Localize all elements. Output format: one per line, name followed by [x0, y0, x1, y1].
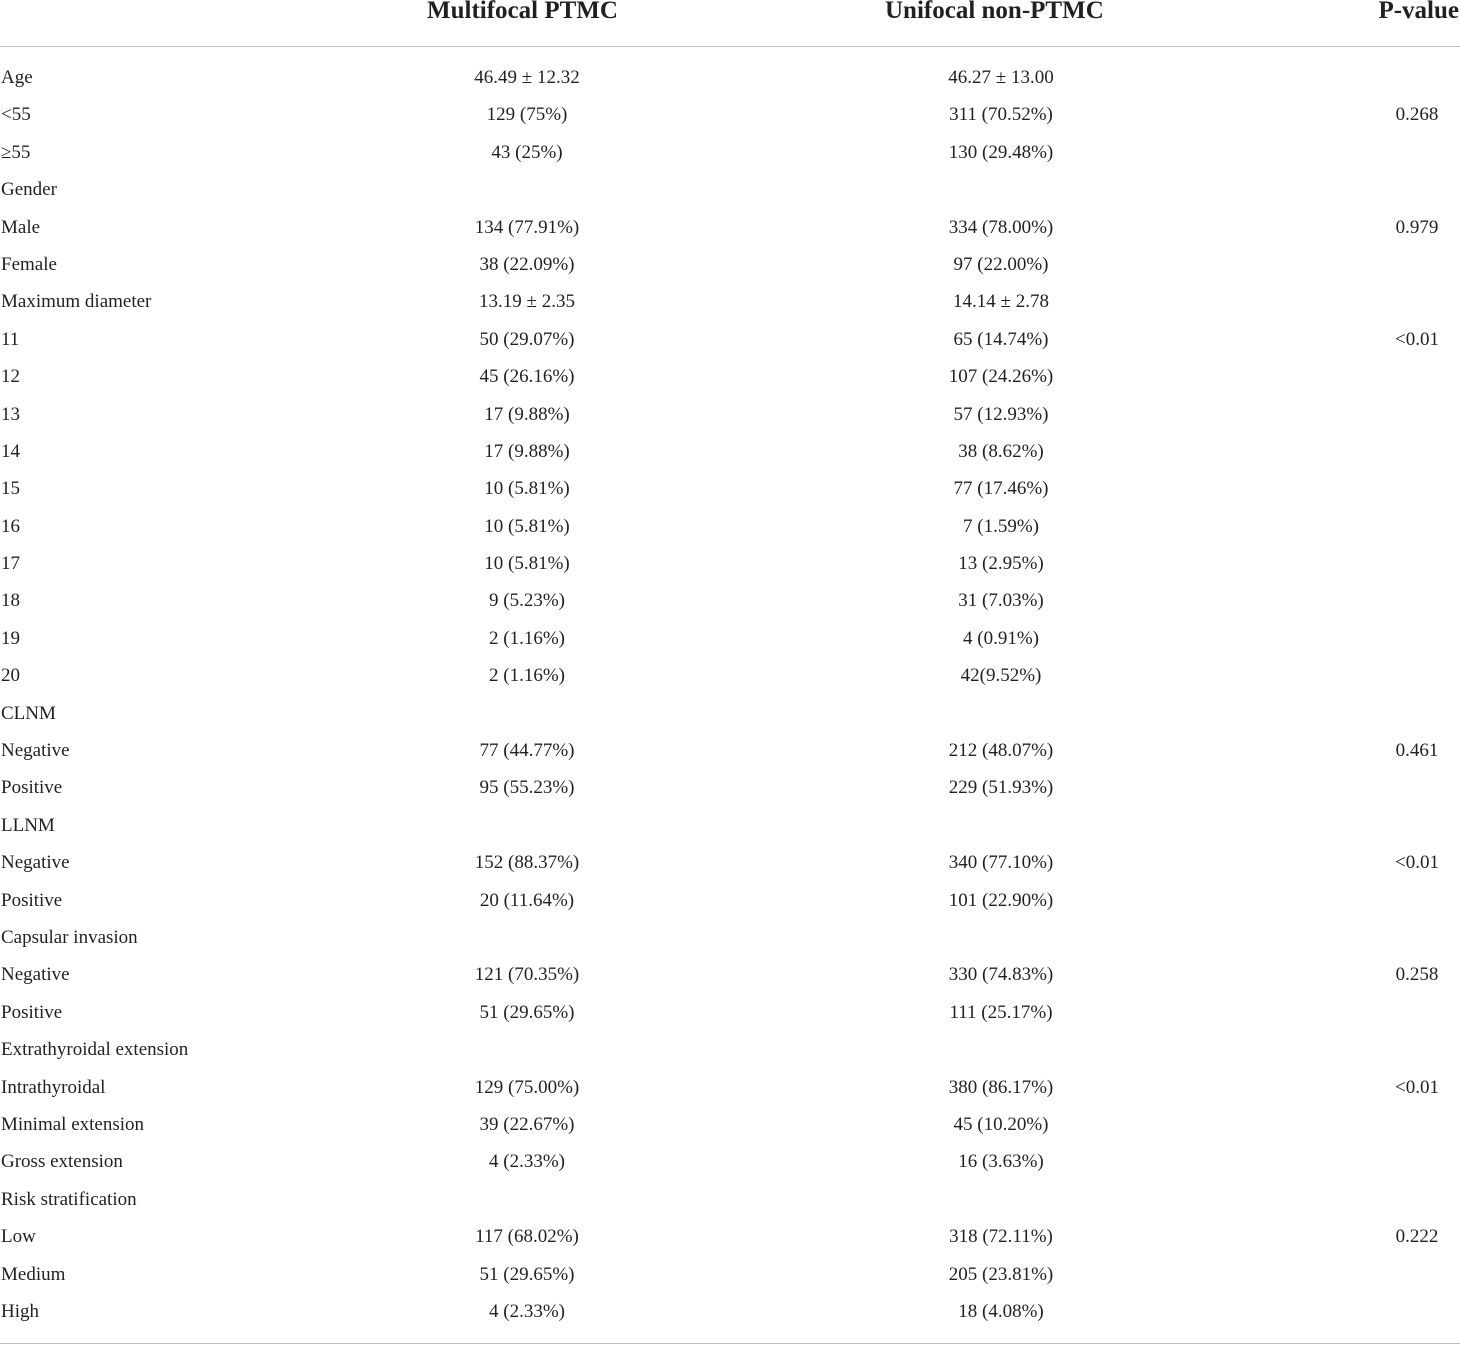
cell-unifocal: 77 (17.46%) [953, 478, 1049, 500]
cell-multifocal: 121 (70.35%) [474, 964, 580, 986]
cell-unifocal: 334 (78.00%) [948, 216, 1054, 238]
cell-multifocal: 77 (44.77%) [479, 740, 575, 762]
cell-unifocal: 14.14 ± 2.78 [953, 291, 1049, 313]
table-row [0, 882, 1460, 919]
row-label: LLNM [1, 814, 55, 836]
table-row [0, 246, 1460, 283]
cell-multifocal: 117 (68.02%) [475, 1226, 579, 1248]
row-label: 11 [1, 328, 20, 350]
row-label: Medium [1, 1263, 66, 1285]
table-row [0, 358, 1460, 395]
row-label: Low [1, 1226, 36, 1248]
cell-p-value: <0.01 [1395, 328, 1439, 350]
cell-multifocal: 9 (5.23%) [489, 590, 565, 612]
cell-multifocal: 129 (75.00%) [474, 1076, 580, 1098]
cell-unifocal: 330 (74.83%) [948, 964, 1054, 986]
table-row [0, 283, 1460, 320]
table-row [0, 96, 1460, 133]
row-label: Age [1, 67, 33, 88]
row-label: 15 [1, 478, 20, 500]
table-row [0, 620, 1460, 657]
cell-unifocal: 205 (23.81%) [948, 1263, 1054, 1285]
cell-unifocal: 46.27 ± 13.00 [948, 67, 1054, 88]
header-unifocal-non-ptmc: Unifocal non-PTMC [885, 0, 1104, 24]
cell-unifocal: 38 (8.62%) [958, 440, 1044, 462]
row-label: Extrathyroidal extension [1, 1039, 189, 1061]
table-row [0, 657, 1460, 694]
cell-unifocal: 340 (77.10%) [948, 852, 1054, 874]
table-row [0, 59, 1460, 96]
cell-multifocal: 10 (5.81%) [484, 478, 570, 500]
cell-multifocal: 4 (2.33%) [489, 1300, 565, 1322]
table-row [0, 1031, 1460, 1068]
cell-multifocal: 39 (22.67%) [479, 1113, 575, 1135]
row-label: Minimal extension [1, 1113, 145, 1135]
cell-p-value: 0.222 [1395, 1226, 1439, 1248]
row-label: CLNM [1, 702, 56, 724]
table-row [0, 732, 1460, 769]
row-label: 13 [1, 403, 20, 425]
cell-multifocal: 20 (11.64%) [479, 889, 575, 911]
cell-multifocal: 51 (29.65%) [479, 1001, 575, 1023]
header-p-value: P-value [1378, 0, 1459, 24]
cell-unifocal: 380 (86.17%) [948, 1076, 1054, 1098]
cell-multifocal: 10 (5.81%) [484, 515, 570, 537]
row-label: Female [1, 253, 57, 275]
row-label: 19 [1, 627, 20, 649]
row-label: 20 [1, 665, 20, 687]
bottom-rule [0, 1343, 1460, 1344]
cell-multifocal: 10 (5.81%) [484, 553, 570, 575]
table-row [0, 994, 1460, 1031]
row-label: 17 [1, 553, 20, 575]
table-row [0, 695, 1460, 732]
cell-unifocal: 42(9.52%) [960, 665, 1042, 687]
table-row [0, 1256, 1460, 1293]
table-body [0, 59, 1460, 1330]
cell-p-value: <0.01 [1395, 852, 1439, 874]
row-label: 16 [1, 515, 20, 537]
row-label: Intrathyroidal [1, 1076, 106, 1098]
cell-unifocal: 101 (22.90%) [948, 889, 1054, 911]
cell-unifocal: 7 (1.59%) [963, 515, 1039, 537]
cell-unifocal: 97 (22.00%) [953, 253, 1049, 275]
table-row [0, 508, 1460, 545]
row-label: <55 [1, 104, 31, 126]
table-row [0, 545, 1460, 582]
cell-p-value: 0.258 [1395, 964, 1439, 986]
table-row [0, 582, 1460, 619]
cell-unifocal: 212 (48.07%) [948, 740, 1054, 762]
table-row [0, 209, 1460, 246]
cell-unifocal: 57 (12.93%) [953, 403, 1049, 425]
table-row [0, 844, 1460, 881]
cell-multifocal: 152 (88.37%) [474, 852, 580, 874]
cell-unifocal: 111 (25.17%) [949, 1001, 1053, 1023]
cell-multifocal: 46.49 ± 12.32 [474, 67, 580, 88]
table-row [0, 807, 1460, 844]
row-label: High [1, 1300, 39, 1322]
row-label: Negative [1, 740, 70, 762]
cell-p-value: 0.979 [1395, 216, 1439, 238]
table-header [0, 0, 1460, 47]
cell-multifocal: 51 (29.65%) [479, 1263, 575, 1285]
cell-unifocal: 45 (10.20%) [953, 1113, 1049, 1135]
table-row [0, 1218, 1460, 1255]
table-row [0, 433, 1460, 470]
cell-multifocal: 17 (9.88%) [484, 440, 570, 462]
row-label: Positive [1, 777, 63, 799]
cell-unifocal: 229 (51.93%) [948, 777, 1054, 799]
row-label: Capsular invasion [1, 926, 138, 948]
cell-multifocal: 43 (25%) [491, 141, 563, 163]
cell-unifocal: 65 (14.74%) [953, 328, 1049, 350]
table-row [0, 134, 1460, 171]
table-row [0, 1293, 1460, 1330]
cell-multifocal: 45 (26.16%) [479, 366, 575, 388]
row-label: Negative [1, 852, 70, 874]
table-row [0, 321, 1460, 358]
cell-multifocal: 2 (1.16%) [489, 665, 565, 687]
table-row [0, 1181, 1460, 1218]
row-label: Positive [1, 889, 63, 911]
cell-unifocal: 16 (3.63%) [958, 1151, 1044, 1173]
cell-multifocal: 129 (75%) [486, 104, 568, 126]
row-label: Positive [1, 1001, 63, 1023]
row-label: Gender [1, 179, 57, 201]
cell-multifocal: 50 (29.07%) [479, 328, 575, 350]
cell-multifocal: 95 (55.23%) [479, 777, 575, 799]
cell-unifocal: 4 (0.91%) [963, 627, 1039, 649]
cell-p-value: 0.268 [1395, 104, 1439, 126]
cell-unifocal: 130 (29.48%) [948, 141, 1054, 163]
row-label: Risk stratification [1, 1188, 137, 1210]
row-label: Gross extension [1, 1151, 123, 1173]
cell-multifocal: 13.19 ± 2.35 [479, 291, 575, 313]
row-label: 18 [1, 590, 20, 612]
table-row [0, 956, 1460, 993]
row-label: 12 [1, 366, 20, 388]
cell-p-value: <0.01 [1395, 1076, 1439, 1098]
cell-multifocal: 17 (9.88%) [484, 403, 570, 425]
row-label: 14 [1, 440, 20, 462]
table-row [0, 1143, 1460, 1180]
cell-unifocal: 18 (4.08%) [958, 1300, 1044, 1322]
row-label: Negative [1, 964, 70, 986]
cell-multifocal: 4 (2.33%) [489, 1151, 565, 1173]
table-row [0, 470, 1460, 507]
table-row [0, 171, 1460, 208]
cell-unifocal: 107 (24.26%) [948, 366, 1054, 388]
header-multifocal-ptmc: Multifocal PTMC [427, 0, 618, 24]
table-row [0, 396, 1460, 433]
cell-unifocal: 13 (2.95%) [958, 553, 1044, 575]
table-row [0, 1069, 1460, 1106]
cell-p-value: 0.461 [1395, 740, 1439, 762]
table-row [0, 769, 1460, 806]
cell-multifocal: 134 (77.91%) [474, 216, 580, 238]
row-label: Male [1, 216, 41, 238]
cell-multifocal: 2 (1.16%) [489, 627, 565, 649]
row-label: Maximum diameter [1, 291, 152, 313]
cell-unifocal: 31 (7.03%) [958, 590, 1044, 612]
cell-unifocal: 311 (70.52%) [949, 104, 1053, 126]
cell-multifocal: 38 (22.09%) [479, 253, 575, 275]
table-row [0, 1106, 1460, 1143]
cell-unifocal: 318 (72.11%) [949, 1226, 1053, 1248]
table-row [0, 919, 1460, 956]
row-label: ≥55 [1, 141, 31, 163]
